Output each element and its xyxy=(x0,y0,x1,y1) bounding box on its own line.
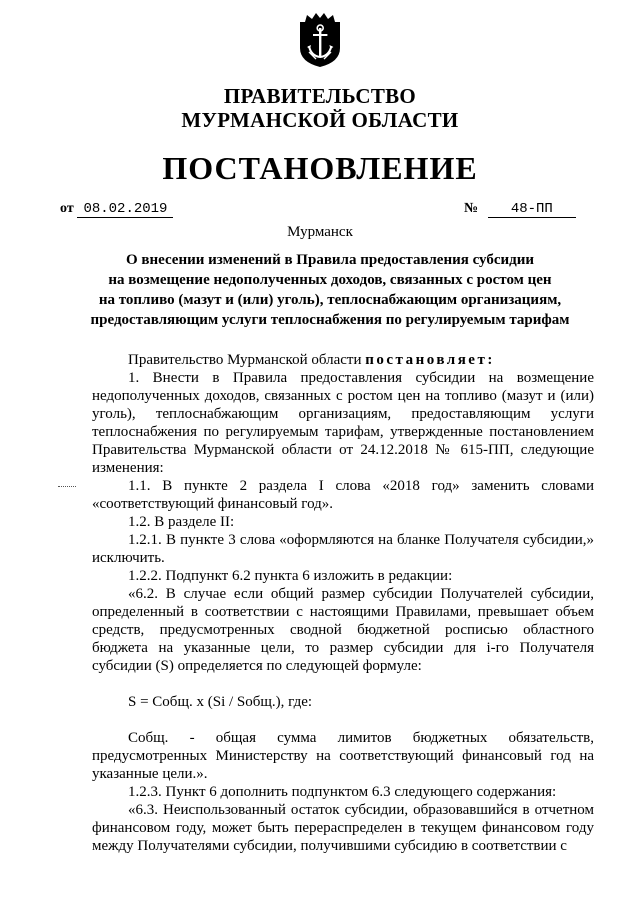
intro-text: Правительство Мурманской области xyxy=(128,352,366,368)
formula-definition: Собщ. - общая сумма лимитов бюджетных обязательств, предусмотренных Министерству на соответствующий финансовый год на указанные цели.». xyxy=(92,730,594,782)
city-name: Мурманск xyxy=(287,224,353,240)
decides-word: постановляет: xyxy=(365,352,495,368)
decree-number xyxy=(464,200,576,218)
date-label: от xyxy=(60,201,74,216)
subject-line: на возмещение недополученных доходов, связанных с ростом цен xyxy=(108,272,552,288)
paragraph-1-2-2: 1.2.2. Подпункт 6.2 пункта 6 изложить в редакции: xyxy=(128,568,453,584)
margin-mark xyxy=(58,486,76,488)
government-name: ПРАВИТЕЛЬСТВО xyxy=(223,84,417,108)
coat-of-arms-icon xyxy=(297,12,343,68)
intro-paragraph xyxy=(92,351,594,369)
subsidy-formula: S = Собщ. x (Si / Sобщ.), где: xyxy=(128,694,313,710)
subject-line: на топливо (мазут и (или) уголь), теплоснабжающим организациям, xyxy=(98,292,562,308)
paragraph-1-1: 1.1. В пункте 2 раздела I слова «2018 год» заменить словами «соответствующий финансовый год». xyxy=(92,478,594,512)
decree-date xyxy=(60,200,173,218)
region-name: МУРМАНСКОЙ ОБЛАСТИ xyxy=(181,108,459,132)
paragraph-1: 1. Внести в Правила предоставления субсидии на возмещение недополученных доходов, связанных с ростом цен на топливо (мазут и (или) уголь), теплоснабжающим организациям, предоставляющим услуги теплоснабжения по регулируемым тарифам, утвержденные постановлением Правительства Мурманской области от 24.12.2018 № 615-ПП, следующие изменения: xyxy=(92,370,594,476)
paragraph-1-2-3: 1.2.3. Пункт 6 дополнить подпунктом 6.3 следующего содержания: xyxy=(128,784,557,800)
paragraph-6-3: «6.3. Неиспользованный остаток субсидии, образовавшийся в отчетном финансовом году, может быть перераспределен в текущем финансовом году между Получателями субсидии, получившими субсидию в соответствии с xyxy=(92,802,594,854)
subject-line: предоставляющим услуги теплоснабжения по регулируемым тарифам xyxy=(90,312,570,328)
date-value: 08.02.2019 xyxy=(77,202,173,218)
paragraph-1-2-1: 1.2.1. В пункте 3 слова «оформляются на бланке Получателя субсидии,» исключить. xyxy=(92,532,594,566)
number-label: № xyxy=(464,201,479,216)
document-type-title: ПОСТАНОВЛЕНИЕ xyxy=(162,150,478,186)
subject-line: О внесении изменений в Правила предоставления субсидии xyxy=(125,252,535,268)
number-value: 48-ПП xyxy=(488,202,576,218)
decree-subject xyxy=(80,250,580,330)
paragraph-6-2: «6.2. В случае если общий размер субсидии Получателей субсидии, определенный в соответствии с настоящими Правилами, превышает объем средств, предусмотренных сводной бюджетной росписью областного бюджета на указанные цели, то размер субсидии для i-го Получателя субсидии (S) определяется по следующей формуле: xyxy=(92,586,594,674)
paragraph-1-2: 1.2. В разделе II: xyxy=(128,514,235,530)
decree-body xyxy=(92,351,594,855)
